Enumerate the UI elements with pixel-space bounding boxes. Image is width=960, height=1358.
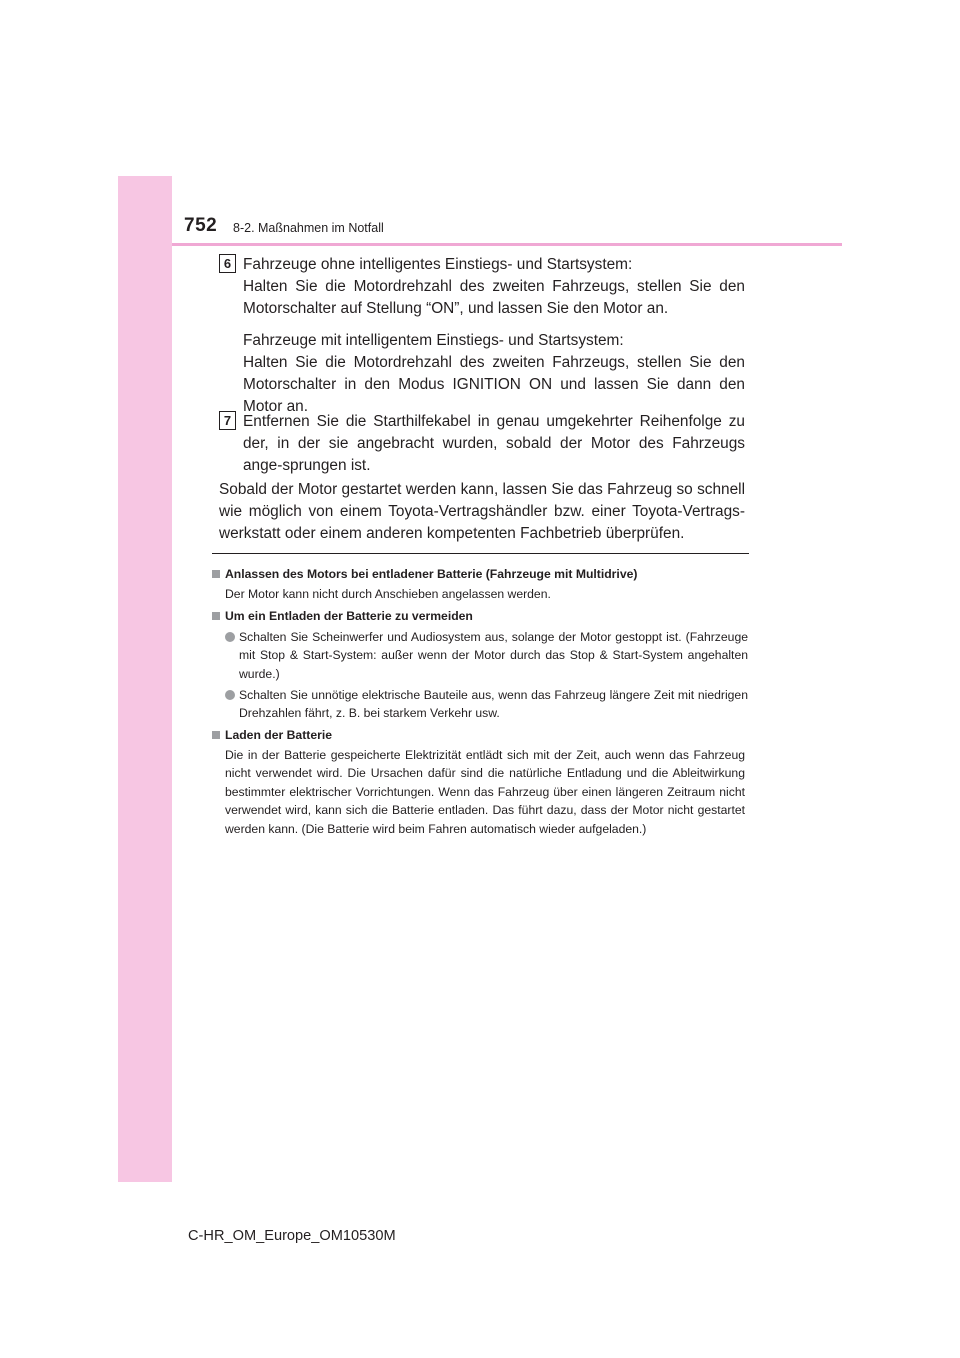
page-number: 752 <box>184 215 218 236</box>
section-title: 8-2. Maßnahmen im Notfall <box>233 221 384 235</box>
notes-divider <box>212 553 749 554</box>
square-bullet-icon <box>212 570 220 578</box>
step-number-6: 6 <box>219 254 236 273</box>
square-bullet-icon <box>212 731 220 739</box>
note-heading: Laden der Batterie <box>212 727 332 744</box>
step-number-7: 7 <box>219 411 236 430</box>
round-bullet-icon <box>225 690 235 700</box>
square-bullet-icon <box>212 612 220 620</box>
note-text: Der Motor kann nicht durch Anschieben angelassen werden. <box>225 587 551 601</box>
step-6-instruction-with-smart-key: Halten Sie die Motordrehzahl des zweiten Fahrzeugs, stellen Sie den Motorschalter in den Modus IGNITION ON und lassen Sie dann den Motor an. <box>243 354 745 415</box>
step-6-instruction-without-smart-key: Halten Sie die Motordrehzahl des zweiten Fahrzeugs, stellen Sie den Motorschalter auf Stellung “ON”, und lassen Sie den Motor an. <box>243 278 745 317</box>
header-rule <box>172 243 842 246</box>
chapter-sidebar-tab <box>118 176 172 1182</box>
step-6-text <box>243 254 745 418</box>
closing-paragraph: Sobald der Motor gestartet werden kann, lassen Sie das Fahrzeug so schnell wie möglich von einem Toyota-Vertragshändler bzw. einer Toyota-Vertrags-werkstatt oder einem anderen kompetenten Fachbetrieb überprüfen. <box>219 481 745 542</box>
note-heading: Anlassen des Motors bei entladener Batterie (Fahrzeuge mit Multidrive) <box>212 566 637 583</box>
bullet-item: Schalten Sie Scheinwerfer und Audiosystem aus, solange der Motor gestoppt ist. (Fahrzeuge mit Stop & Start-System: außer wenn der Motor durch das Stop & Start-System angehalten wurde.) <box>225 628 748 683</box>
step-7-text: Entfernen Sie die Starthilfekabel in genau umgekehrter Reihenfolge zu der, in der sie angebracht wurden, sobald der Motor des Fahrzeugs ange-sprungen ist. <box>243 413 745 474</box>
document-id-footer: C-HR_OM_Europe_OM10530M <box>188 1228 396 1244</box>
round-bullet-icon <box>225 632 235 642</box>
step-6-heading-with-smart-key: Fahrzeuge mit intelligentem Einstiegs- und Startsystem: <box>243 332 624 349</box>
bullet-item: Schalten Sie unnötige elektrische Bauteile aus, wenn das Fahrzeug längere Zeit mit niedrigen Drehzahlen fährt, z. B. bei starkem Verkehr usw. <box>225 686 748 723</box>
note-heading: Um ein Entladen der Batterie zu vermeiden <box>212 608 473 625</box>
step-6-heading-without-smart-key: Fahrzeuge ohne intelligentes Einstiegs- und Startsystem: <box>243 256 633 273</box>
note-text: Die in der Batterie gespeicherte Elektrizität entlädt sich mit der Zeit, auch wenn das Fahrzeug nicht verwendet wird. Die Ursachen dafür sind die natürliche Entladung und die Ableitwirkung bestimmter elektrischer Vorrichtungen. Wenn das Fahrzeug über einen längeren Zeitraum nicht verwendet wird, kann sich die Batterie entladen. Das führt dazu, dass der Motor nicht gestartet werden kann. (Die Batterie wird beim Fahren automatisch wieder aufgeladen.) <box>225 748 745 836</box>
